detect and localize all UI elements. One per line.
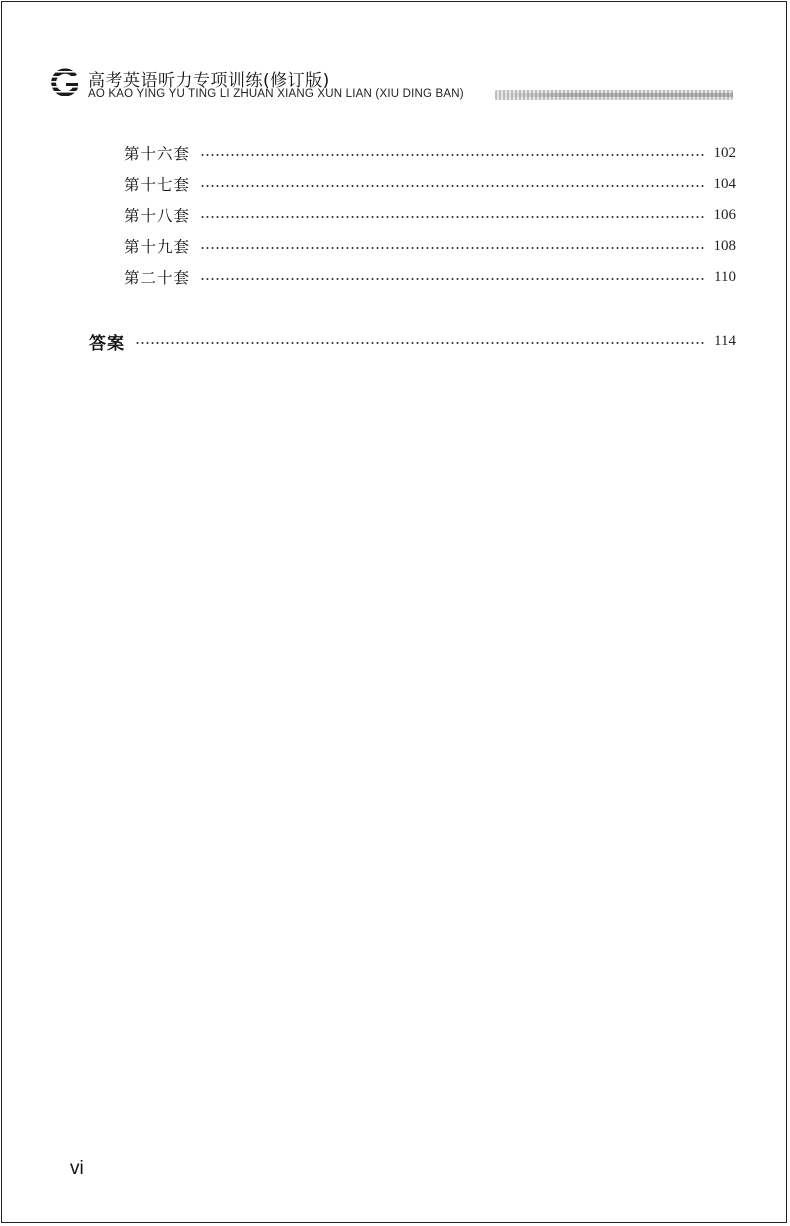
toc-entry[interactable]	[124, 172, 736, 196]
toc-leader-dots	[200, 277, 706, 281]
header-decorative-stripe	[495, 90, 733, 100]
toc-leader-dots	[200, 184, 705, 188]
toc-entry-label: 第十七套	[124, 176, 191, 194]
toc-answers-label: 答案	[89, 333, 125, 354]
book-title-pinyin: AO KAO YING YU TING LI ZHUAN XIANG XUN LIAN (XIU DING BAN)	[88, 88, 464, 100]
toc-entry-page: 108	[713, 237, 736, 254]
toc-answers-page: 114	[714, 332, 736, 349]
series-logo-icon	[48, 66, 82, 100]
toc-entry-page: 110	[714, 268, 736, 285]
toc-leader-dots	[200, 246, 705, 250]
toc-leader-dots	[135, 341, 706, 345]
toc-entry-answers[interactable]	[89, 329, 736, 353]
toc-leader-dots	[200, 153, 705, 157]
toc-entry[interactable]	[124, 141, 736, 165]
book-title: 高考英语听力专项训练(修订版)	[88, 71, 330, 91]
toc-entry-page: 104	[713, 175, 736, 192]
toc-entry[interactable]	[124, 234, 736, 258]
running-header	[48, 66, 738, 106]
toc-entry[interactable]	[124, 203, 736, 227]
toc-entry-label: 第十六套	[124, 145, 191, 163]
toc-entry[interactable]	[124, 265, 736, 289]
toc-entry-label: 第十九套	[124, 238, 191, 256]
toc-entry-page: 102	[713, 144, 736, 161]
toc-entry-label: 第二十套	[124, 269, 191, 287]
toc-entry-label: 第十八套	[124, 207, 191, 225]
toc-entry-page: 106	[713, 206, 736, 223]
page-number: vi	[70, 1158, 84, 1179]
toc-leader-dots	[200, 215, 705, 219]
